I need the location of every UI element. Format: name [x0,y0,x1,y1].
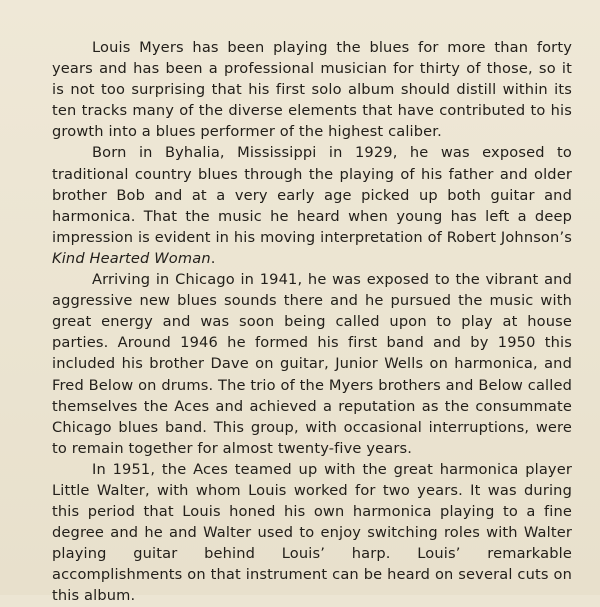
paragraph-4-text: In 1951, the Aces teamed up with the great harmonica player Little Walter, with whom Louis worked for two years. It was during this period that Louis honed his own harmonica playing to a fine degree and he and Walter used to enjoy switching roles with Walter playing guitar behind Louis’ harp. Louis’ remarkable accomplishments on that instrument can be heard on several cuts on this album. [52,460,572,605]
paragraph-2-text: Born in Byhalia, Mississippi in 1929, he was exposed to traditional country blues through the playing of his father and older brother Bob and at a very early age picked up both guitar and harmonica. That the music he heard when young has left a deep impression is evident in his moving interpretation of Robert Johnson’s [52,144,572,246]
paragraph-1-text: Louis Myers has been playing the blues for more than forty years and has been a professional musician for thirty of those, so it is not too surprising that his first solo album should distill within its ten tracks many of the diverse elements that have contributed to his growth into a blues performer of the highest caliber. [52,39,572,141]
paragraph-3-text: Arriving in Chicago in 1941, he was exposed to the vibrant and aggressive new blues sounds there and he pursued the music with great energy and was soon being called upon to play at house parties. Around 1946 he formed his first band and by 1950 this included his brother Dave on guitar, Junior Wells on harmonica, and Fred Below on drums. The trio of the Myers brothers and Below called themselves the Aces and achieved a reputation as the consummate Chicago blues band. This group, with occasional interruptions, were to remain together for almost twenty-five years. [52,271,572,457]
paragraph-2 [52,142,572,269]
paragraph-1 [52,37,572,142]
paragraph-3 [52,269,572,459]
paragraph-4 [52,459,572,607]
liner-notes-text [52,37,572,607]
song-title-kind-hearted-woman: Kind Hearted Woman [52,249,211,267]
paragraph-2-period: . [210,249,216,267]
